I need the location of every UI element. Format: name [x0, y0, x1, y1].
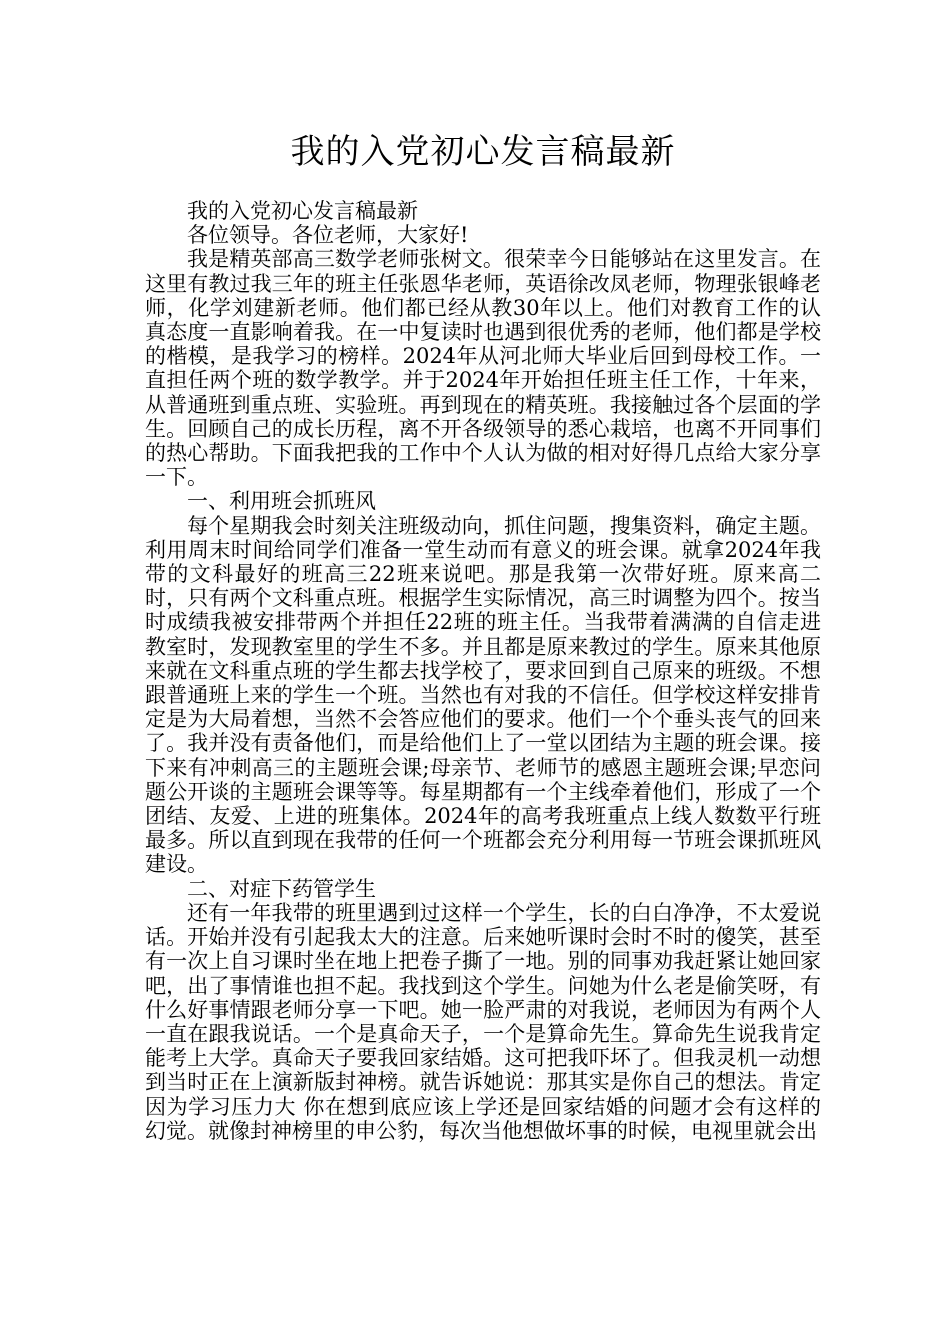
section-heading-2: 二、对症下药管学生 — [187, 876, 376, 901]
section-heading-1: 一、利用班会抓班风 — [187, 489, 376, 514]
paragraph-greeting: 各位领导。各位老师，大家好! — [187, 223, 469, 248]
paragraph-section-2: 还有一年我带的班里遇到过这样一个学生，长的白白净净，不太爱说话。开始并没有引起我太大的注意。后来她听课时会时不时的傻笑，甚至有一次上自习课时坐在地上把卷子撕了一地。别的同事劝我赶紧让她回家吧，出了事情谁也担不起。我找到这个学生。问她为什么老是偷笑呀，有什么好事情跟老师分享一下吧。她一脸严肃的对我说，老师因为有两个人一直在跟我说话。一个是真命天子，一个是算命先生。算命先生说我肯定能考上大学。真命天子要我回家结婚。这可把我吓坏了。但我灵机一动想到当时正在上演新版封神榜。就告诉她说：那其实是你自己的想法。肯定因为学习压力大 你在想到底应该上学还是回家结婚的问题才会有这样的幻觉。就像封神榜里的申公豹，每次当他想做坏事的时候，电视里就会出 — [145, 900, 821, 1143]
document-body — [145, 199, 821, 1143]
document-page — [145, 0, 821, 1143]
paragraph-section-1: 每个星期我会时刻关注班级动向，抓住问题，搜集资料，确定主题。利用周末时间给同学们准备一堂生动而有意义的班会课。就拿2024年我带的文科最好的班高三22班来说吧。那是我第一次带好班。原来高二时，只有两个文科重点班。根据学生实际情况，高三时调整为四个。按当时成绩我被安排带两个并担任22班的班主任。当我带着满满的自信走进教室时，发现教室里的学生不多。并且都是原来教过的学生。原来其他原来就在文科重点班的学生都去找学校了，要求回到自己原来的班级。不想跟普通班上来的学生一个班。当然也有对我的不信任。但学校这样安排肯定是为大局着想，当然不会答应他们的要求。他们一个个垂头丧气的回来了。我并没有责备他们，而是给他们上了一堂以团结为主题的班会课。接下来有冲刺高三的主题班会课;母亲节、老师节的感恩主题班会课;早恋问题公开谈的主题班会课等等。每星期都有一个主线牵着他们，形成了一个团结、友爱、上进的班集体。2024年的高考我班重点上线人数数平行班最多。所以直到现在我带的任何一个班都会充分利用每一节班会课抓班风建设。 — [145, 513, 821, 877]
document-title: 我的入党初心发言稿最新 — [290, 132, 676, 172]
paragraph-subtitle: 我的入党初心发言稿最新 — [187, 199, 418, 223]
paragraph-introduction: 我是精英部高三数学老师张树文。很荣幸今日能够站在这里发言。在这里有教过我三年的班主任张恩华老师，英语徐改凤老师，物理张银峰老师，化学刘建新老师。他们都已经从教30年以上。他们对教育工作的认真态度一直影响着我。在一中复读时也遇到很优秀的老师，他们都是学校的楷模，是我学习的榜样。2024年从河北师大毕业后回到母校工作。一直担任两个班的数学教学。并于2024年开始担任班主任工作，十年来，从普通班到重点班、实验班。再到现在的精英班。我接触过各个层面的学生。回顾自己的成长历程，离不开各级领导的悉心栽培，也离不开同事们的热心帮助。下面我把我的工作中个人认为做的相对好得几点给大家分享一下。 — [145, 247, 821, 490]
